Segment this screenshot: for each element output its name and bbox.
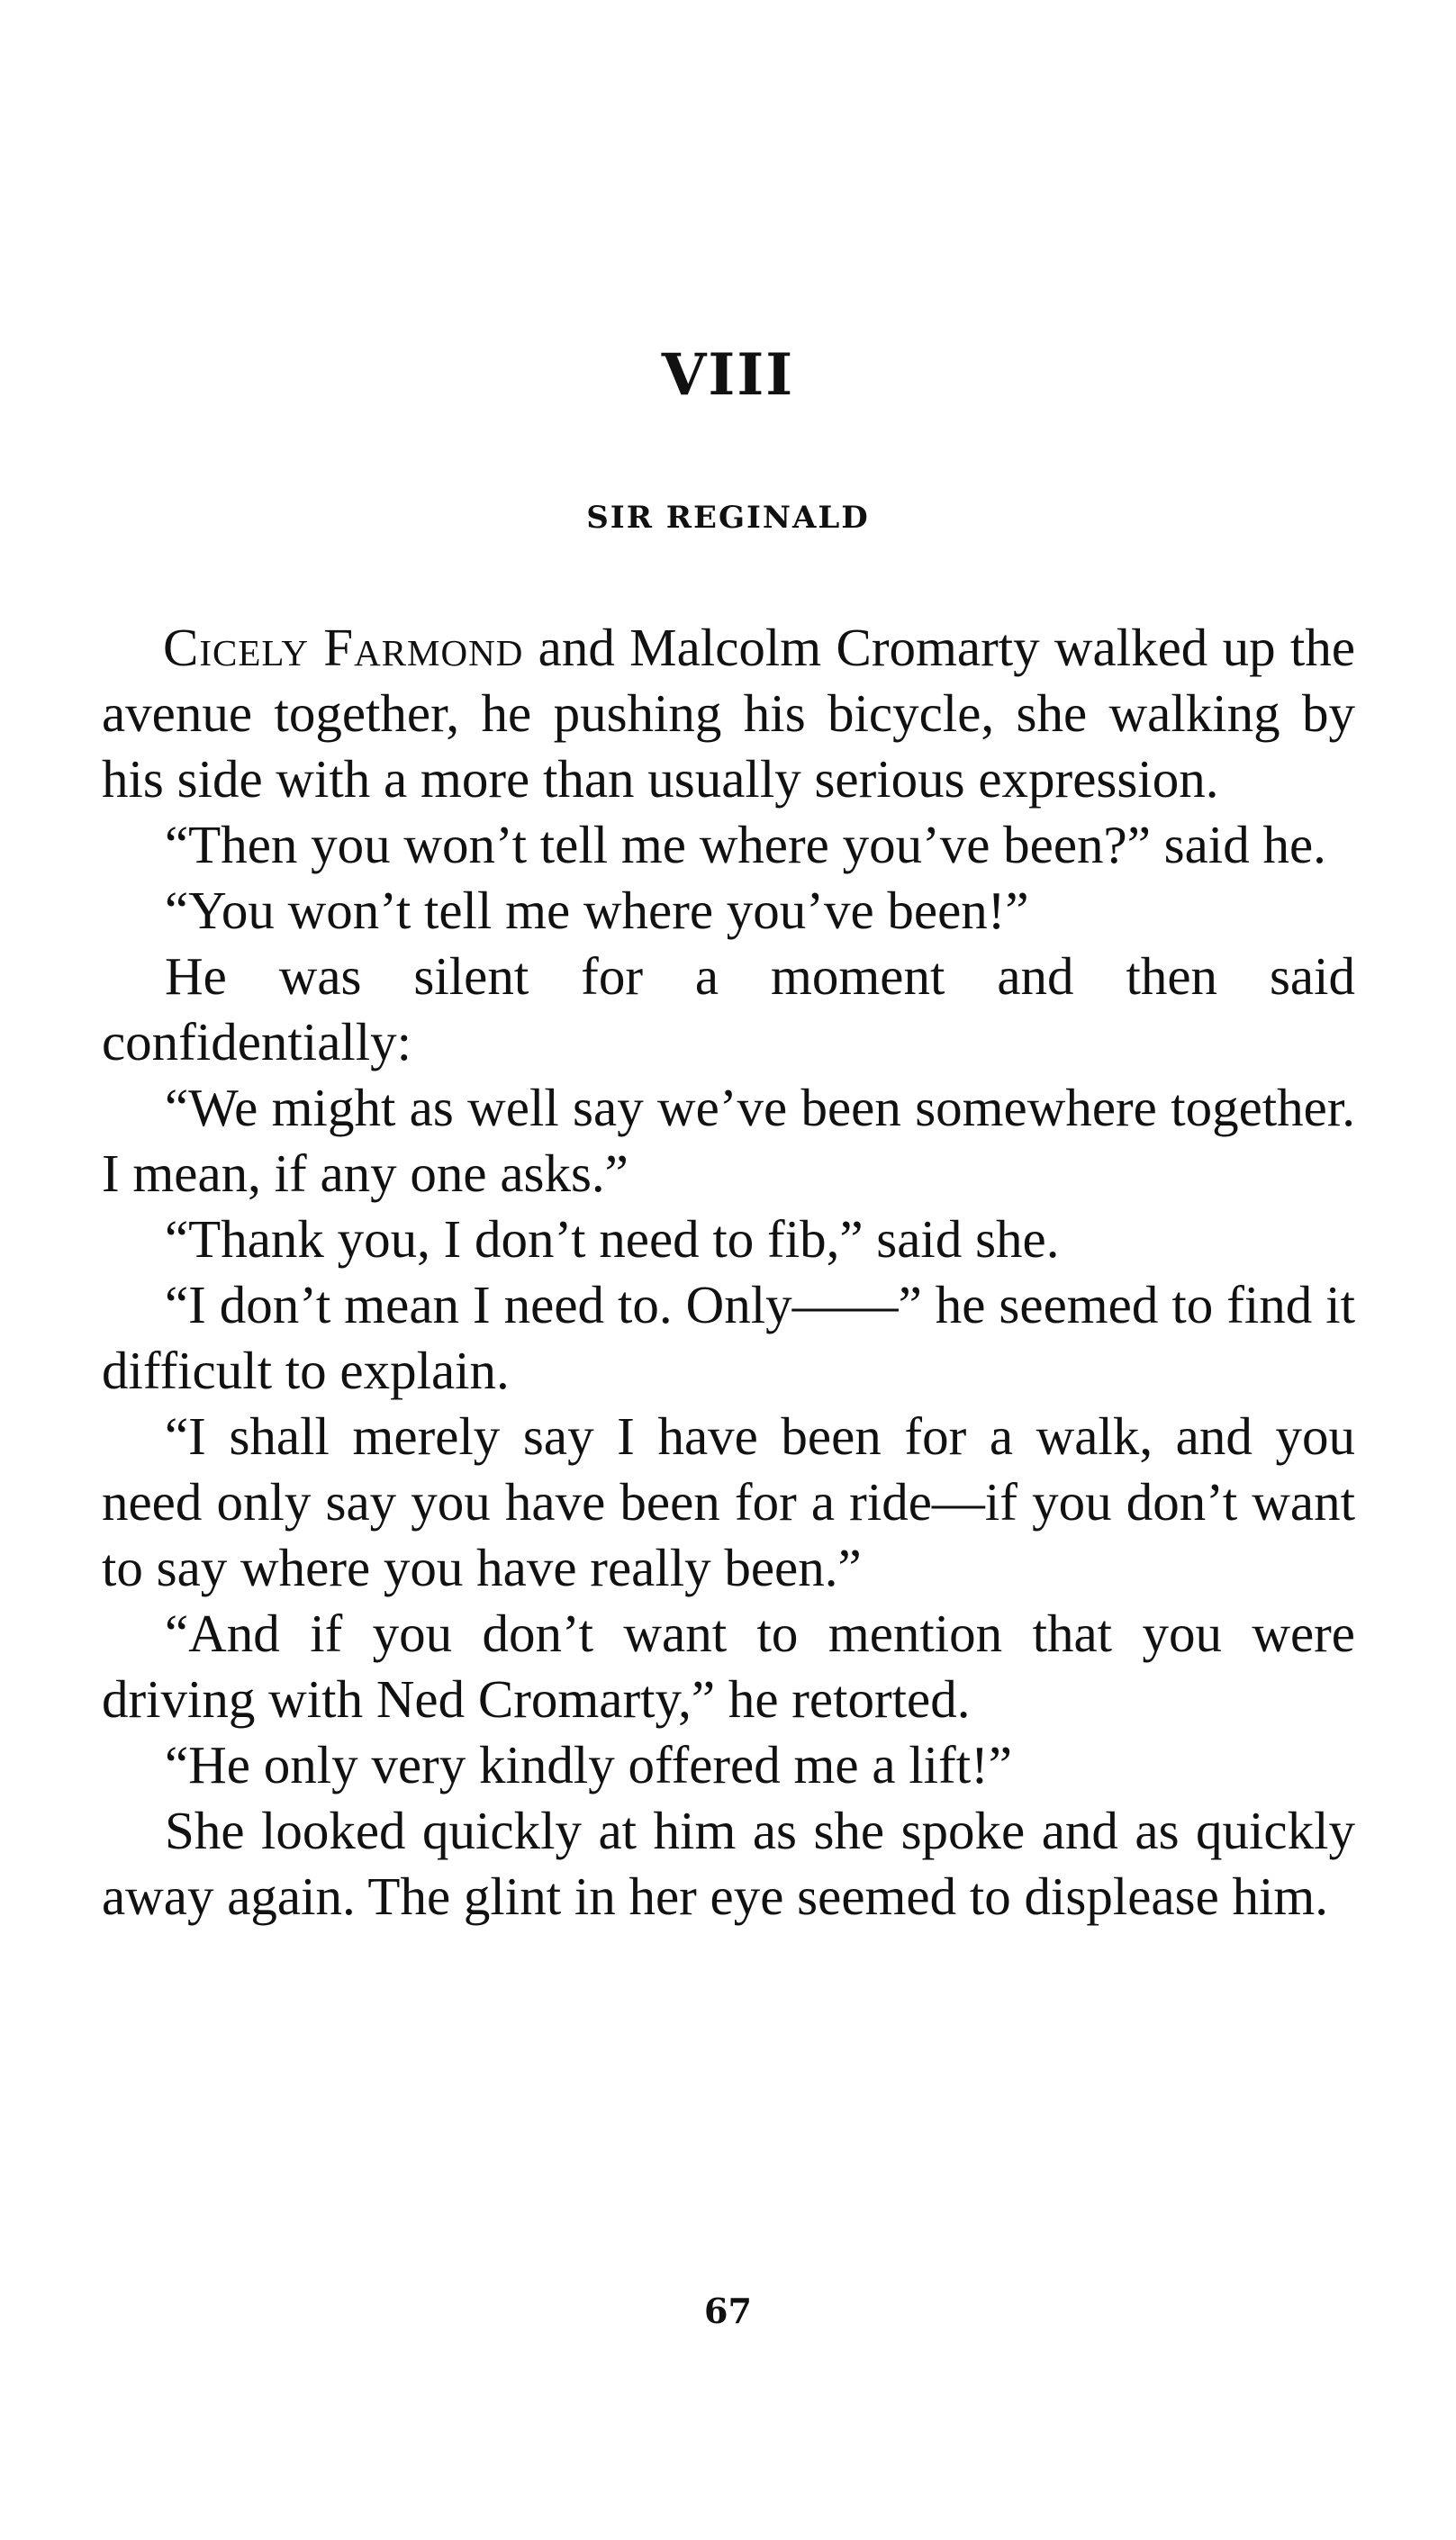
paragraph: “And if you don’t want to mention that you were driving with Ned Cromarty,” he retorted. — [102, 1604, 1355, 1729]
opening-paragraph-text: and Malcolm Cromarty walked up the avenue together, he pushing his bicycle, she walking by his side with a more than usually serious expression. — [102, 618, 1356, 809]
paragraph: “He only very kindly offered me a lift!” — [165, 1735, 1012, 1794]
opening-name-first: Cicely — [163, 618, 309, 677]
chapter-number: VIII — [661, 341, 795, 409]
chapter-title: SIR REGINALD — [586, 500, 870, 536]
paragraph: “We might as well say we’ve been somewhere together. I mean, if any one asks.” — [102, 1078, 1355, 1203]
paragraph: “You won’t tell me where you’ve been!” — [165, 881, 1029, 940]
paragraph: She looked quickly at him as she spoke and as quickly away again. The glint in her eye seemed to displease him. — [102, 1801, 1355, 1926]
paragraph: “Thank you, I don’t need to fib,” said she. — [165, 1209, 1060, 1269]
body-text — [102, 615, 1355, 1930]
opening-paragraph — [102, 615, 1355, 812]
paragraph: “Then you won’t tell me where you’ve been?” said he. — [165, 815, 1326, 874]
paragraph: “I shall merely say I have been for a walk, and you need only say you have been for a ride—if you don’t want to say where you have really been.” — [102, 1406, 1355, 1597]
page-number: 67 — [704, 2291, 752, 2331]
opening-name-last: Farmond — [323, 618, 524, 677]
paragraph: “I don’t mean I need to. Only——” he seemed to find it difficult to explain. — [102, 1275, 1355, 1400]
paragraph: He was silent for a moment and then said confidentially: — [102, 946, 1355, 1071]
